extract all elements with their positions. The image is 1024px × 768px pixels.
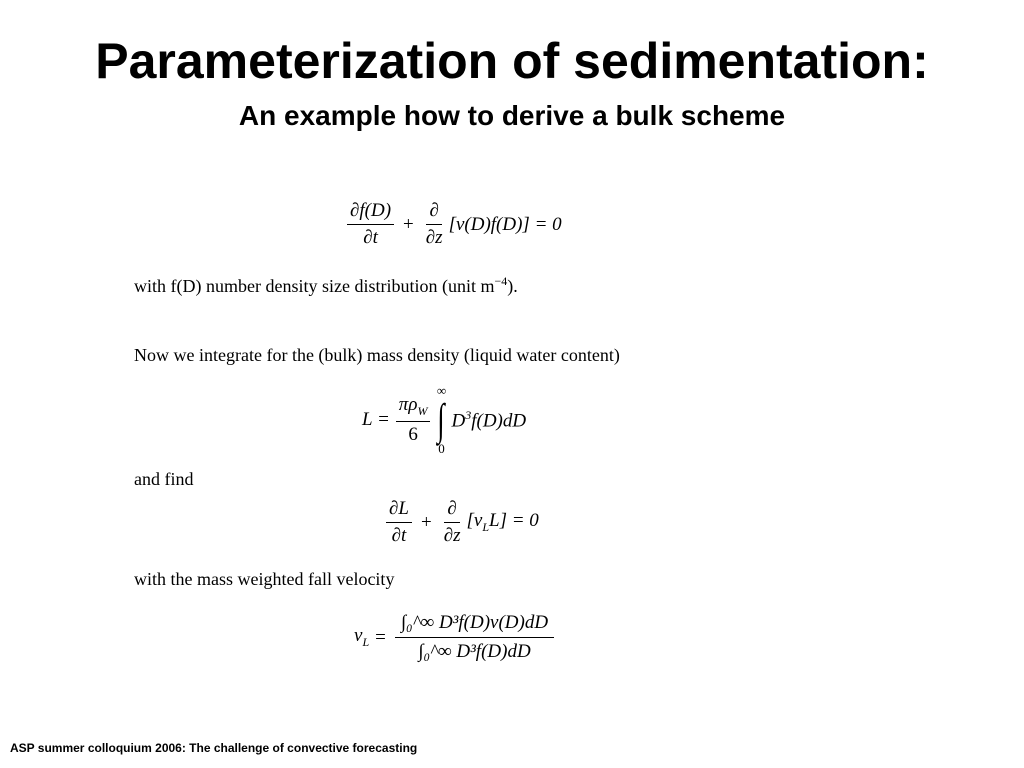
denominator: 6 (408, 423, 418, 445)
footer: ASP summer colloquium 2006: The challenge of convective forecasting (10, 741, 418, 755)
lhs: L = (362, 409, 390, 430)
fraction (386, 498, 412, 547)
plus-operator: + (420, 511, 432, 533)
fraction (396, 394, 431, 446)
equals-operator: = (375, 626, 386, 648)
text-content: with f(D) number density size distribution (unit m (134, 276, 495, 296)
equation-mass-density (362, 384, 526, 456)
fraction (441, 498, 464, 547)
bracket-close: L] = 0 (489, 510, 539, 532)
slide-subtitle: An example how to derive a bulk scheme (238, 100, 786, 131)
subscript: L (362, 634, 370, 649)
fraction (423, 200, 446, 249)
bracket-term: [v(D)f(D)] = 0 (448, 213, 562, 235)
denominator: ∫₀^∞ D³f(D)dD (418, 641, 531, 662)
text-content: ). (507, 276, 518, 296)
equation-continuity (344, 200, 562, 249)
equation-fall-velocity (354, 612, 557, 663)
numerator: ∂f(D) (347, 200, 394, 225)
numerator (396, 394, 431, 422)
denominator: ∂t (363, 227, 378, 248)
integrand-base: D (451, 410, 466, 432)
subscript: W (417, 403, 428, 418)
integrand-rest: f(D)dD (471, 410, 527, 432)
text-line (134, 270, 518, 297)
lhs-symbol: v (354, 625, 363, 647)
numerator: ∫₀^∞ D³f(D)v(D)dD (395, 612, 554, 638)
denominator: ∂z (443, 525, 461, 546)
exponent: −4 (494, 274, 508, 288)
text-line: and find (134, 469, 194, 489)
fraction (395, 612, 554, 663)
bracket-term (466, 510, 538, 535)
integrand (452, 408, 527, 432)
integral (435, 384, 447, 456)
text-line: with the mass weighted fall velocity (134, 569, 395, 589)
upper-limit: ∞ (436, 383, 447, 398)
numerator: ∂ (426, 200, 441, 225)
numerator-text: πρ (398, 394, 418, 416)
equation-bulk (383, 498, 539, 547)
lhs (354, 625, 369, 650)
subscript: L (482, 519, 489, 534)
integral-sign: ∫ (437, 395, 446, 444)
slide-title: Parameterization of sedimentation: (95, 33, 929, 89)
denominator: ∂z (425, 227, 443, 248)
numerator: ∂L (386, 498, 412, 523)
bracket-open: [v (466, 510, 483, 532)
numerator: ∂ (444, 498, 459, 523)
text-line: Now we integrate for the (bulk) mass density (liquid water content) (134, 345, 620, 365)
plus-operator: + (403, 213, 414, 235)
fraction (347, 200, 394, 249)
exponent: 3 (465, 407, 472, 422)
lower-limit: 0 (438, 441, 445, 456)
denominator: ∂t (391, 525, 407, 546)
